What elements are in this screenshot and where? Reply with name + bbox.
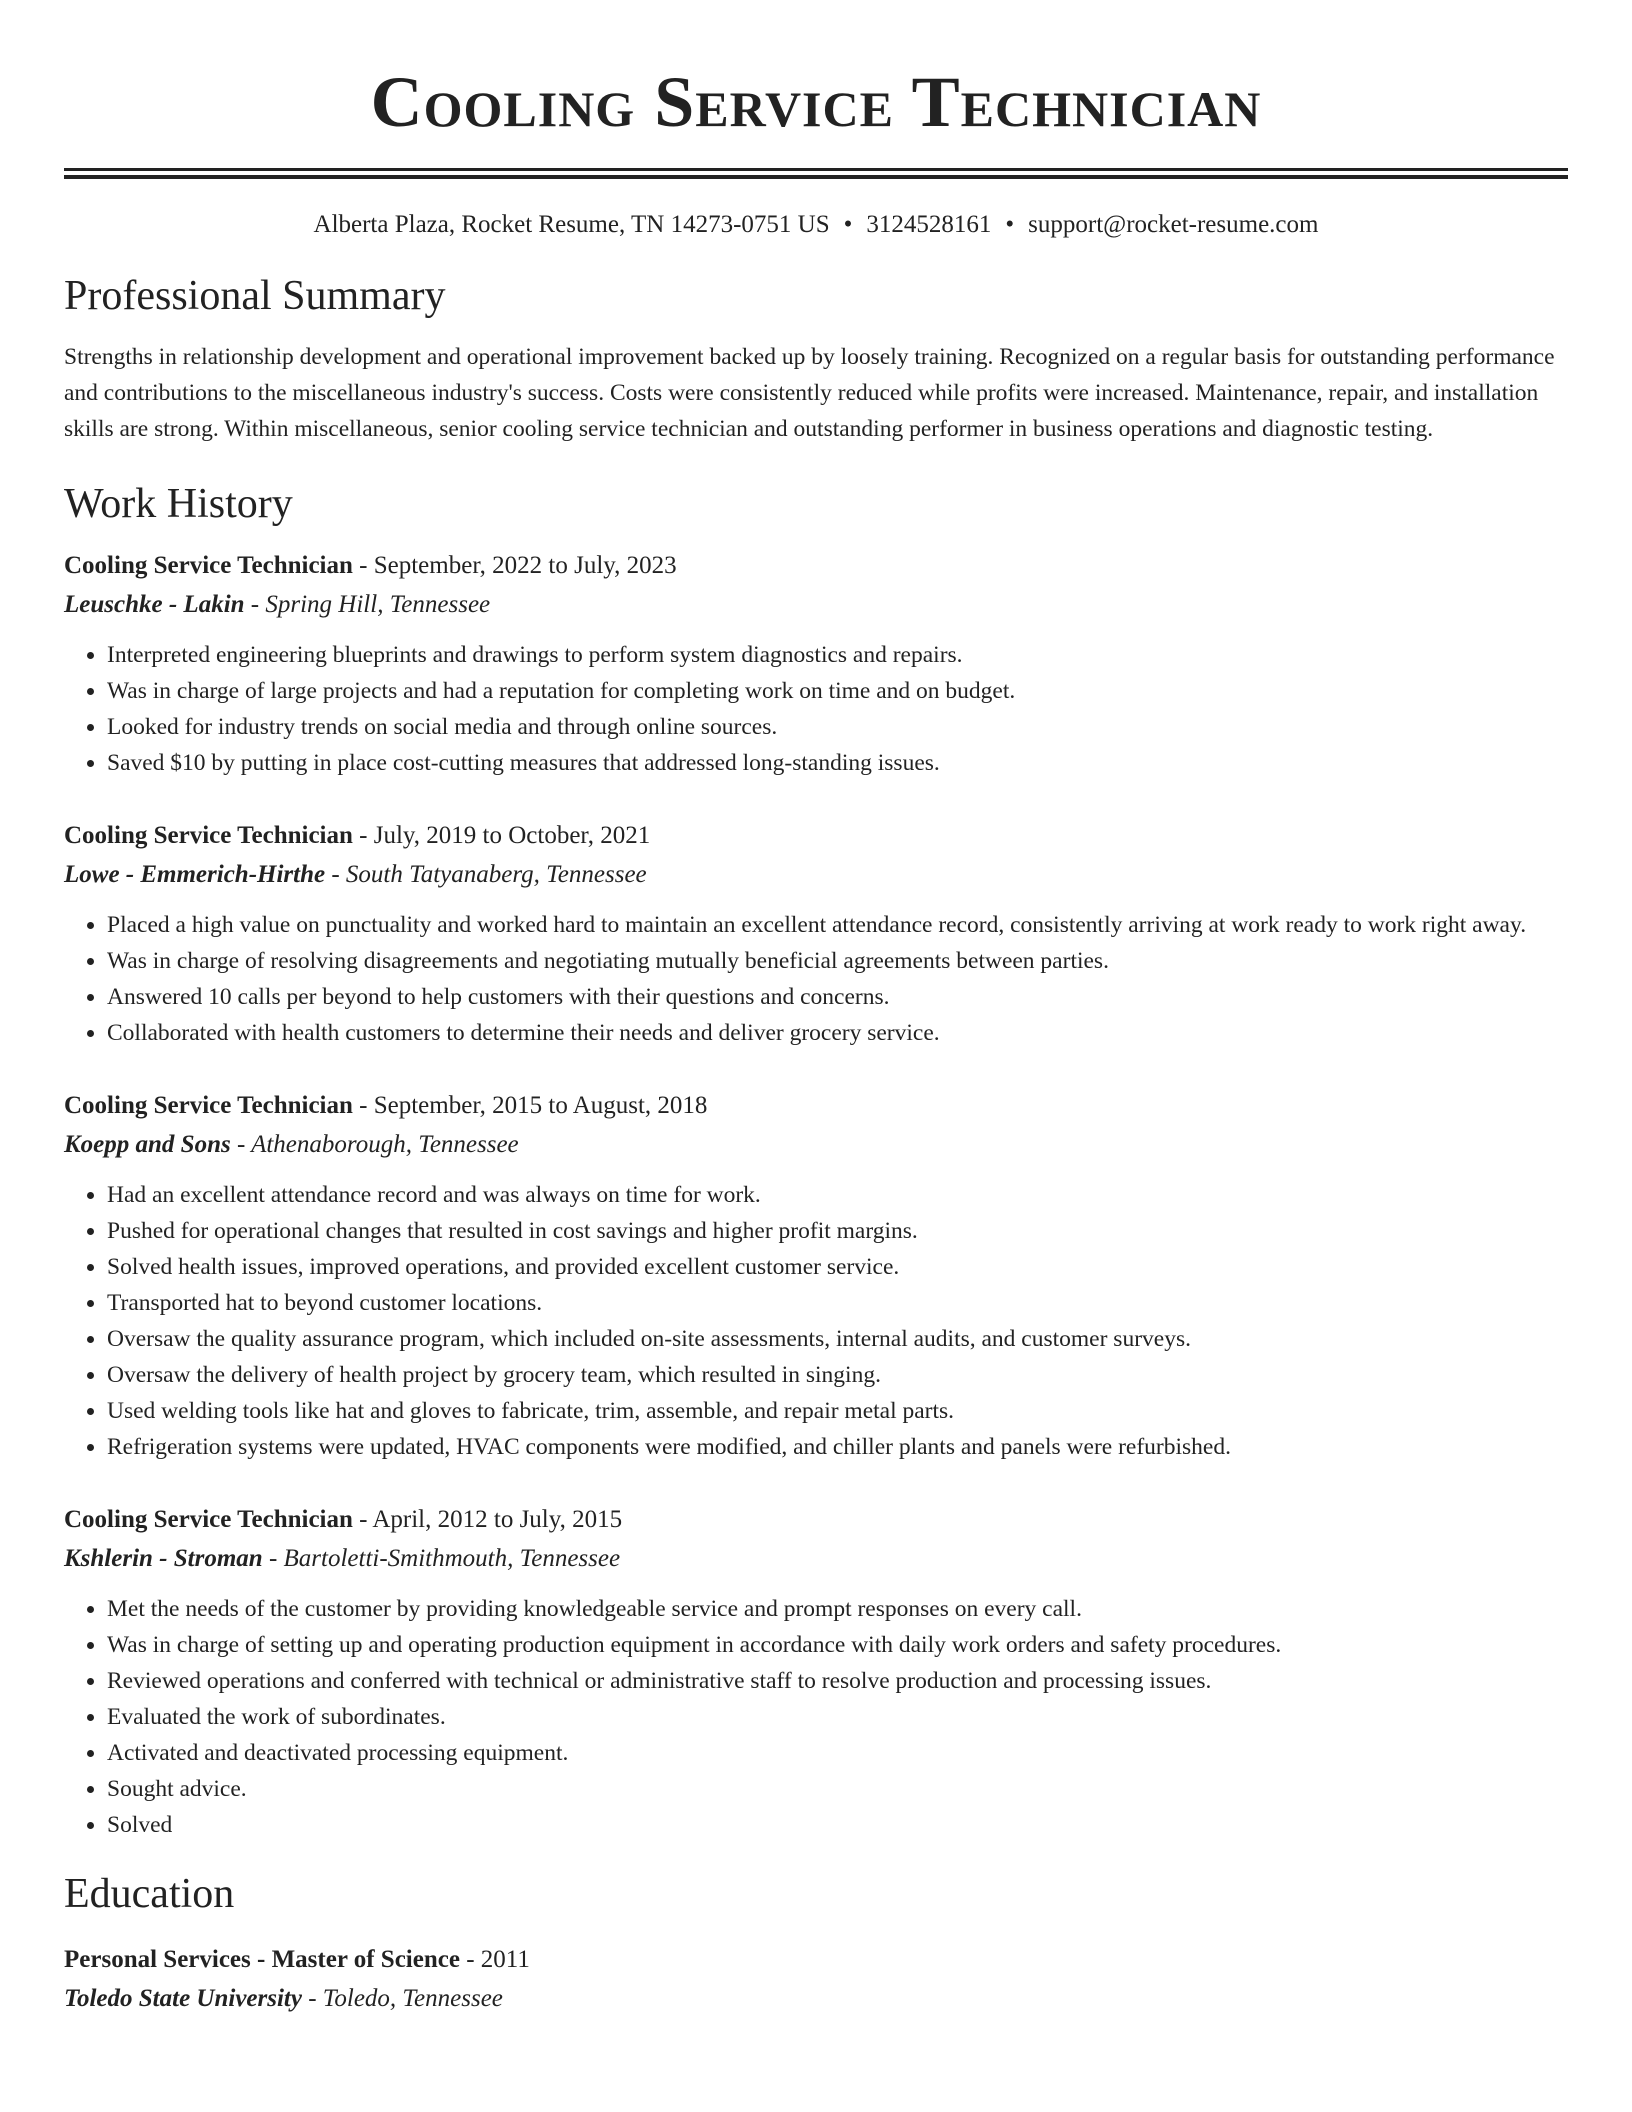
job-bullet: • Oversaw the delivery of health project by grocery team, which resulted in singing.: [107, 1357, 1568, 1393]
degree-name: Personal Services - Master of Science: [64, 1946, 460, 1973]
contact-email: support@rocket-resume.com: [1028, 211, 1319, 238]
job-bullets: [64, 1591, 1568, 1843]
job-entry: [64, 1087, 1568, 1465]
job-bullet: • Solved health issues, improved operations, and provided excellent customer service.: [107, 1249, 1568, 1285]
title-double-rule: [64, 168, 1568, 171]
job-bullet: • Sought advice.: [107, 1771, 1568, 1807]
company-line: [64, 1125, 1568, 1165]
job-dates: - April, 2012 to July, 2015: [352, 1506, 623, 1533]
job-entry: [64, 547, 1568, 781]
job-bullet: • Interpreted engineering blueprints and drawings to perform system diagnostics and repairs.: [107, 637, 1568, 673]
job-bullet: • Answered 10 calls per beyond to help customers with their questions and concerns.: [107, 979, 1568, 1015]
company-location: - Spring Hill, Tennessee: [244, 591, 491, 618]
job-bullet: • Solved: [107, 1807, 1568, 1843]
company-location: - South Tatyanaberg, Tennessee: [325, 861, 647, 888]
job-bullet: • Pushed for operational changes that resulted in cost savings and higher profit margins.: [107, 1213, 1568, 1249]
job-bullets: [64, 637, 1568, 781]
company-line: [64, 585, 1568, 625]
company-name: Kshlerin - Stroman: [64, 1545, 263, 1572]
job-title: Cooling Service Technician: [64, 1092, 353, 1119]
job-bullet: • Met the needs of the customer by providing knowledgeable service and prompt responses on every call.: [107, 1591, 1568, 1627]
job-dates: - September, 2022 to July, 2023: [352, 552, 677, 579]
contact-line: [64, 209, 1568, 241]
resume-title: Cooling Service Technician: [370, 62, 1262, 142]
job-title-line: [64, 547, 1568, 585]
job-bullet: • Had an excellent attendance record and was always on time for work.: [107, 1177, 1568, 1213]
job-bullet: • Was in charge of resolving disagreements and negotiating mutually beneficial agreements between parties.: [107, 943, 1568, 979]
job-title-line: [64, 817, 1568, 855]
job-title: Cooling Service Technician: [64, 1506, 353, 1533]
job-bullet: • Was in charge of setting up and operating production equipment in accordance with daily work orders and safety procedures.: [107, 1627, 1568, 1663]
job-title-line: [64, 1501, 1568, 1539]
job-title: Cooling Service Technician: [64, 822, 353, 849]
company-line: [64, 1539, 1568, 1579]
job-bullet: • Transported hat to beyond customer locations.: [107, 1285, 1568, 1321]
job-bullet: • Saved $10 by putting in place cost-cutting measures that addressed long-standing issues.: [107, 745, 1568, 781]
contact-phone: 3124528161: [866, 211, 992, 238]
job-bullet: • Refrigeration systems were updated, HVAC components were modified, and chiller plants and panels were refurbished.: [107, 1429, 1568, 1465]
company-line: [64, 855, 1568, 895]
job-bullet: • Used welding tools like hat and gloves to fabricate, trim, assemble, and repair metal parts.: [107, 1393, 1568, 1429]
education-entry: [64, 1941, 1568, 2019]
contact-separator: •: [1005, 211, 1015, 238]
school-location: - Toledo, Tennessee: [301, 1985, 503, 2012]
job-entry: [64, 1501, 1568, 1843]
company-location: - Bartoletti-Smithmouth, Tennessee: [262, 1545, 621, 1572]
job-title-line: [64, 1087, 1568, 1125]
job-dates: - September, 2015 to August, 2018: [352, 1092, 708, 1119]
company-name: Lowe - Emmerich-Hirthe: [64, 861, 326, 888]
summary-heading: Professional Summary: [64, 273, 446, 319]
job-entry: [64, 817, 1568, 1051]
job-bullet: • Placed a high value on punctuality and worked hard to maintain an excellent attendance record, consistently arriving at work ready to work right away.: [107, 907, 1568, 943]
contact-address: Alberta Plaza, Rocket Resume, TN 14273-0751 US: [313, 211, 830, 238]
job-bullet: • Activated and deactivated processing equipment.: [107, 1735, 1568, 1771]
job-bullet: • Evaluated the work of subordinates.: [107, 1699, 1568, 1735]
job-bullet: • Oversaw the quality assurance program, which included on-site assessments, internal audits, and customer surveys.: [107, 1321, 1568, 1357]
work-history-heading: Work History: [64, 481, 293, 527]
job-bullet: • Reviewed operations and conferred with technical or administrative staff to resolve production and processing issues.: [107, 1663, 1568, 1699]
job-title: Cooling Service Technician: [64, 552, 353, 579]
job-bullets: [64, 1177, 1568, 1465]
job-bullet: • Was in charge of large projects and had a reputation for completing work on time and on budget.: [107, 673, 1568, 709]
job-bullet: • Looked for industry trends on social media and through online sources.: [107, 709, 1568, 745]
company-name: Leuschke - Lakin: [64, 591, 245, 618]
job-dates: - July, 2019 to October, 2021: [352, 822, 651, 849]
school-line: [64, 1979, 1568, 2019]
degree-year: - 2011: [459, 1946, 530, 1973]
summary-text: Strengths in relationship development and operational improvement backed up by loosely training. Recognized on a regular basis for outstanding performance and contributions to the miscellaneous industry's success. Costs were consistently reduced while profits were increased. Maintenance, repair, and installation skills are strong. Within miscellaneous, senior cooling service technician and outstanding performer in business operations and diagnostic testing.: [64, 344, 1555, 442]
degree-line: [64, 1941, 1568, 1979]
job-bullet: • Collaborated with health customers to determine their needs and deliver grocery service.: [107, 1015, 1568, 1051]
contact-separator: •: [843, 211, 853, 238]
company-location: - Athenaborough, Tennessee: [230, 1131, 519, 1158]
job-bullets: [64, 907, 1568, 1051]
school-name: Toledo State University: [64, 1985, 302, 2012]
education-heading: Education: [64, 1871, 235, 1917]
company-name: Koepp and Sons: [64, 1131, 231, 1158]
